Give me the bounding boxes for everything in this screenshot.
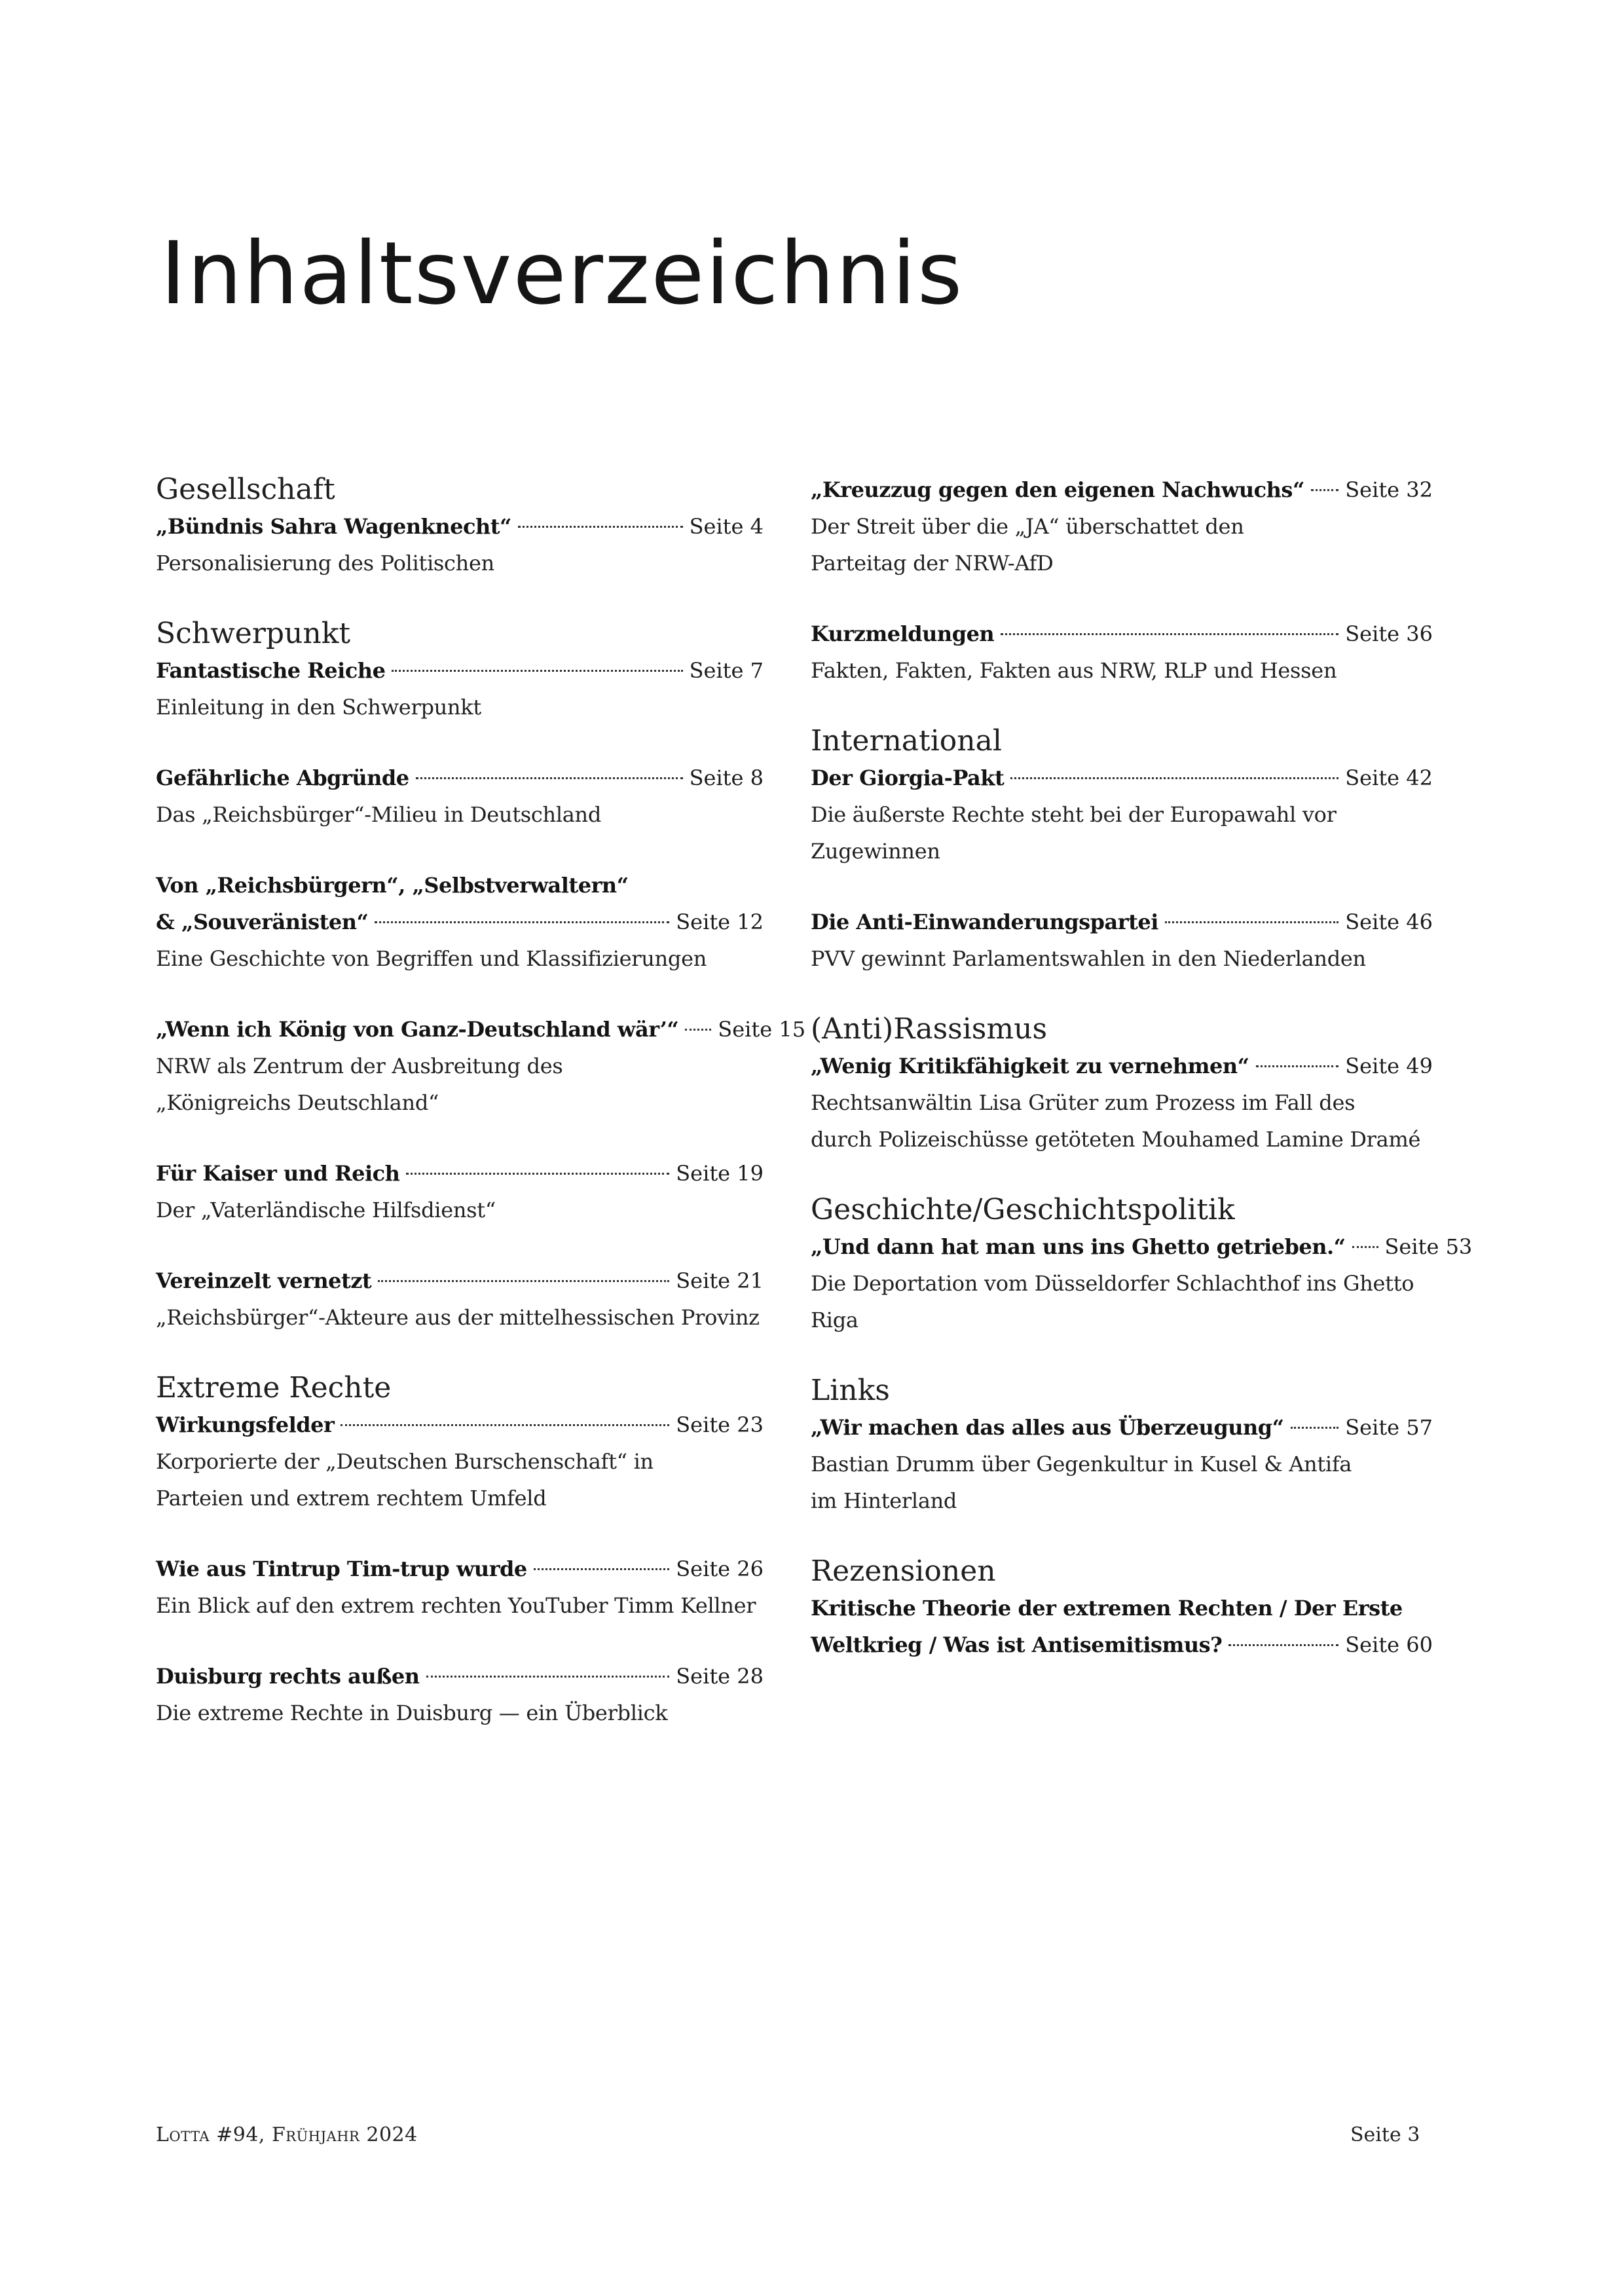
entry-title-row (811, 1048, 1433, 1084)
entry-description: Ein Blick auf den extrem rechten YouTuber Timm Kellner (156, 1593, 756, 1618)
dot-leader (406, 1173, 669, 1175)
entry-title-row (156, 1011, 806, 1048)
entry-description: „Reichsbürger“-Akteure aus der mittelhessischen Provinz (156, 1305, 760, 1330)
dot-leader (1165, 921, 1338, 923)
toc-entry[interactable] (811, 1228, 1473, 1338)
section-heading: Rezensionen (811, 1554, 996, 1588)
entry-title-row (156, 1262, 764, 1299)
dot-leader (1001, 633, 1338, 635)
dot-leader (1311, 489, 1338, 491)
entry-title: Kurzmeldungen (811, 621, 995, 646)
page-reference: Seite 21 (676, 1268, 764, 1293)
entry-description: Die Deportation vom Düsseldorfer Schlachthof ins Ghetto Riga (811, 1271, 1414, 1332)
toc-section (811, 471, 1433, 689)
toc-entry[interactable] (156, 1551, 764, 1624)
entry-title-row (156, 1406, 764, 1443)
toc-entry[interactable] (811, 615, 1433, 689)
page-reference: Seite 42 (1345, 765, 1433, 790)
entry-title: Gefährliche Abgründe (156, 765, 409, 790)
entry-description: Bastian Drumm über Gegenkultur in Kusel & Antifa (811, 1452, 1352, 1477)
dot-leader (375, 921, 669, 923)
entry-title-row (811, 1409, 1433, 1446)
page-reference: Seite 8 (689, 765, 764, 790)
page-reference: Seite 4 (689, 514, 764, 539)
dot-leader (392, 670, 682, 672)
toc-section (811, 1553, 1433, 1663)
toc-section (811, 1372, 1433, 1519)
toc-left-column (156, 471, 806, 1765)
entry-title-row (156, 760, 764, 796)
entry-title: „Wir machen das alles aus Überzeugung“ (811, 1415, 1284, 1440)
toc-entry[interactable] (156, 760, 764, 833)
entry-title: „Und dann hat man uns ins Ghetto getrieben.“ (811, 1234, 1346, 1259)
dot-leader (1010, 777, 1338, 779)
entry-description: Parteitag der NRW-AfD (811, 551, 1054, 576)
page-reference: Seite 32 (1345, 477, 1433, 502)
page-reference: Seite 12 (676, 909, 764, 934)
toc-entry[interactable] (156, 1155, 764, 1228)
toc-entry[interactable] (156, 1011, 806, 1121)
entry-title: Wie aus Tintrup Tim-trup wurde (156, 1556, 527, 1581)
entry-title-row (156, 1155, 764, 1192)
dot-leader (1352, 1246, 1378, 1248)
entry-description: „Königreichs Deutschland“ (156, 1090, 439, 1115)
entry-description: Personalisierung des Politischen (156, 551, 494, 576)
entry-title: Wirkungsfelder (156, 1412, 335, 1437)
toc-entry[interactable] (156, 652, 764, 725)
dot-leader (1256, 1065, 1339, 1067)
entry-title: Vereinzelt vernetzt (156, 1268, 372, 1293)
dot-leader (426, 1676, 670, 1678)
entry-title: Fantastische Reiche (156, 658, 386, 683)
entry-title: „Bündnis Sahra Wagenknecht“ (156, 514, 511, 539)
page-reference: Seite 15 (718, 1017, 806, 1042)
toc-entry[interactable] (811, 1590, 1433, 1663)
entry-title-row (156, 1658, 764, 1695)
section-heading: Schwerpunkt (156, 617, 351, 650)
entry-title: Für Kaiser und Reich (156, 1161, 400, 1186)
section-heading: Geschichte/Geschichtspolitik (811, 1193, 1235, 1226)
page-title: Inhaltsverzeichnis (160, 223, 964, 324)
entry-title-lead: Von „Reichsbürgern“, „Selbstverwaltern“ (156, 873, 629, 898)
entry-title-row (811, 904, 1433, 940)
entry-description: Eine Geschichte von Begriffen und Klassifizierungen (156, 946, 707, 971)
dot-leader (1291, 1427, 1339, 1429)
section-heading: Extreme Rechte (156, 1371, 392, 1405)
entry-description: Der Streit über die „JA“ überschattet den (811, 514, 1244, 539)
entry-description: Das „Reichsbürger“-Milieu in Deutschland (156, 802, 602, 827)
entry-description: NRW als Zentrum der Ausbreitung des (156, 1054, 563, 1078)
page-reference: Seite 19 (676, 1161, 764, 1186)
section-heading: Links (811, 1374, 890, 1407)
page-reference: Seite 36 (1345, 621, 1433, 646)
toc-right-column (811, 471, 1473, 1697)
toc-entry[interactable] (156, 1262, 764, 1336)
page-reference: Seite 53 (1384, 1234, 1473, 1259)
entry-description: im Hinterland (811, 1488, 957, 1513)
dot-leader (518, 526, 683, 528)
entry-description: durch Polizeischüsse getöteten Mouhamed Lamine Dramé (811, 1127, 1421, 1152)
entry-description: Fakten, Fakten, Fakten aus NRW, RLP und Hessen (811, 658, 1337, 683)
dot-leader (1228, 1644, 1338, 1646)
dot-leader (416, 777, 683, 779)
entry-title-lead: Kritische Theorie der extremen Rechten / Der Erste (811, 1596, 1403, 1621)
entry-description: Rechtsanwältin Lisa Grüter zum Prozess im Fall des (811, 1090, 1356, 1115)
page-reference: Seite 46 (1345, 909, 1433, 934)
page-reference: Seite 57 (1345, 1415, 1433, 1440)
entry-title-row (156, 508, 764, 545)
section-heading: (Anti)Rassismus (811, 1012, 1048, 1046)
entry-title: & „Souveränisten“ (156, 909, 369, 934)
entry-description: Korporierte der „Deutschen Burschenschaft“ in (156, 1449, 654, 1474)
page-reference: Seite 7 (689, 658, 764, 683)
entry-title: „Wenig Kritikfähigkeit zu vernehmen“ (811, 1054, 1249, 1078)
page-reference: Seite 60 (1345, 1632, 1433, 1657)
entry-description: Die äußerste Rechte steht bei der Europawahl vor Zugewinnen (811, 802, 1337, 864)
entry-description: Einleitung in den Schwerpunkt (156, 695, 481, 720)
page-reference: Seite 28 (676, 1664, 764, 1689)
toc-entry[interactable] (811, 471, 1433, 581)
entry-title: Weltkrieg / Was ist Antisemitismus? (811, 1632, 1223, 1657)
entry-description: Die extreme Rechte in Duisburg — ein Überblick (156, 1700, 668, 1725)
entry-title-row (811, 471, 1433, 508)
entry-description: Der „Vaterländische Hilfsdienst“ (156, 1198, 496, 1222)
entry-title: Duisburg rechts außen (156, 1664, 420, 1689)
toc-entry[interactable] (156, 508, 764, 581)
entry-title: „Kreuzzug gegen den eigenen Nachwuchs“ (811, 477, 1304, 502)
dot-leader (534, 1568, 669, 1570)
page-reference: Seite 26 (676, 1556, 764, 1581)
toc-entry[interactable] (811, 1048, 1433, 1158)
toc-entry[interactable] (811, 904, 1433, 977)
toc-section (156, 471, 764, 581)
dot-leader (685, 1029, 711, 1031)
entry-title-row (811, 1626, 1433, 1663)
page-reference: Seite 23 (676, 1412, 764, 1437)
entry-title: Der Giorgia-Pakt (811, 765, 1005, 790)
entry-description: PVV gewinnt Parlamentswahlen in den Niederlanden (811, 946, 1366, 971)
entry-title-row (156, 904, 764, 940)
page-reference: Seite 49 (1345, 1054, 1433, 1078)
footer-issue: Lotta #94, Frühjahr 2024 (156, 2123, 418, 2146)
toc-section (811, 1192, 1473, 1338)
toc-entry[interactable] (156, 1658, 764, 1731)
toc-entry[interactable] (156, 867, 764, 977)
dot-leader (378, 1280, 669, 1282)
section-heading: Gesellschaft (156, 473, 335, 506)
entry-title: „Wenn ich König von Ganz-Deutschland wär’“ (156, 1017, 679, 1042)
toc-section (811, 1011, 1433, 1158)
toc-entry[interactable] (156, 1406, 764, 1516)
entry-description: Parteien und extrem rechtem Umfeld (156, 1486, 547, 1511)
entry-title-row (811, 1228, 1473, 1265)
dot-leader (341, 1424, 669, 1426)
entry-title: Die Anti-Einwanderungspartei (811, 909, 1158, 934)
footer-page-number: Seite 3 (1350, 2123, 1420, 2146)
toc-section (156, 615, 806, 1336)
toc-entry[interactable] (811, 760, 1433, 870)
toc-entry[interactable] (811, 1409, 1433, 1519)
toc-section (811, 723, 1433, 977)
entry-title-row (811, 615, 1433, 652)
toc-section (156, 1370, 764, 1731)
entry-title-row (811, 760, 1433, 796)
section-heading: International (811, 724, 1002, 758)
entry-title-row (156, 1551, 764, 1587)
entry-title-row (156, 652, 764, 689)
